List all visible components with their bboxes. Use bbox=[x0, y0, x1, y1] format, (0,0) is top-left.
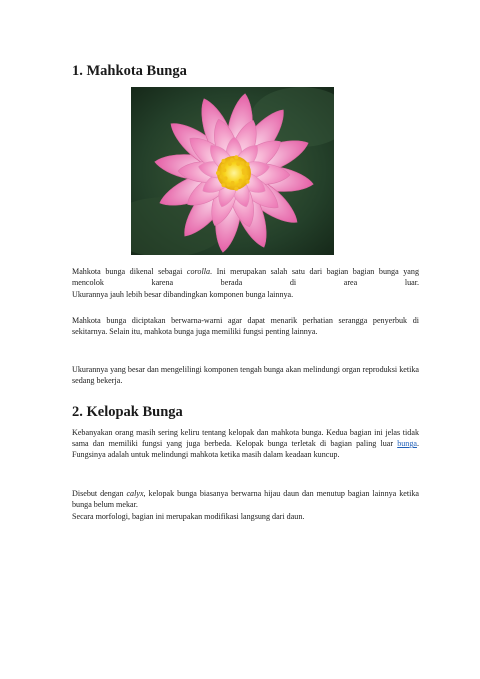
stamen-shape bbox=[236, 162, 240, 166]
stamen-shape bbox=[242, 168, 246, 172]
section-heading-kelopak: 2. Kelopak Bunga bbox=[72, 404, 183, 420]
flower-illustration bbox=[131, 87, 334, 255]
stamen-shape bbox=[234, 155, 238, 159]
stamen-shape bbox=[222, 168, 226, 172]
term-calyx: calyx bbox=[126, 489, 144, 498]
stamen-shape bbox=[222, 183, 226, 187]
stamen-shape bbox=[245, 175, 249, 179]
text-run: . Fungsinya adalah untuk melindungi mahkota ketika masih dalam keadaan kuncup. bbox=[72, 439, 419, 460]
paragraph-mahkota-3 bbox=[72, 364, 419, 386]
stamen-shape bbox=[246, 162, 250, 166]
stamen-shape bbox=[220, 175, 224, 179]
paragraph-mahkota-2 bbox=[72, 315, 419, 337]
stamen-shape bbox=[230, 158, 234, 162]
stamen-shape bbox=[228, 162, 232, 166]
stamen-shape bbox=[222, 159, 226, 163]
paragraph-kelopak-1 bbox=[72, 427, 419, 461]
section-heading-mahkota: 1. Mahkota Bunga bbox=[72, 63, 187, 79]
stamen-shape bbox=[216, 171, 220, 175]
paragraph-mahkota-1 bbox=[72, 266, 419, 288]
text-run: . Ini merupakan salah satu dari bagian bagian bunga yang mencolok karena berada di area luar. bbox=[72, 267, 419, 288]
link-bunga[interactable]: bunga bbox=[397, 439, 417, 449]
term-corolla: corolla bbox=[186, 267, 211, 276]
stamen-shape bbox=[227, 183, 231, 187]
stamen-shape bbox=[237, 183, 241, 187]
text-run: Ukurannya yang besar dan mengelilingi komponen tengah bunga akan melindungi organ reproduksi ketika sedang bekerja. bbox=[72, 365, 419, 386]
paragraph-mahkota-1b bbox=[72, 289, 419, 300]
paragraph-kelopak-2 bbox=[72, 488, 419, 510]
text-run: Ukurannya jauh lebih besar dibandingkan komponen bunga lainnya. bbox=[72, 290, 294, 299]
stamen-shape bbox=[224, 176, 228, 180]
text-run: Mahkota bunga dikenal sebagai bbox=[72, 267, 187, 276]
text-run: Disebut dengan bbox=[72, 489, 127, 498]
paragraph-kelopak-2b bbox=[72, 511, 419, 522]
text-run: , kelopak bunga biasanya berwarna hijau daun dan menutup bagian lainnya ketika bunga belum mekar. bbox=[72, 489, 419, 510]
text-run: Secara morfologi, bagian ini merupakan modifikasi langsung dari daun. bbox=[72, 512, 305, 521]
stamen-shape bbox=[241, 161, 245, 165]
stamen-shape bbox=[239, 179, 243, 183]
text-run: Mahkota bunga diciptakan berwarna-warni agar dapat menarik perhatian serangga penyerbuk di sekitarnya. Selain itu, mahkota bunga juga memiliki fungsi penting lainnya. bbox=[72, 316, 419, 337]
stamen-shape bbox=[246, 180, 250, 184]
text-run: Kebanyakan orang masih sering keliru tentang kelopak dan mahkota bunga. Kedua bagian ini jelas tidak sama dan memiliki fungsi yang juga berbeda. Kelopak bunga terletak di bagian paling luar bbox=[72, 428, 419, 449]
lotus-flower-image bbox=[131, 87, 334, 255]
stamen-shape bbox=[234, 187, 238, 191]
stamen-shape bbox=[221, 164, 225, 168]
stamen-shape bbox=[231, 181, 235, 185]
